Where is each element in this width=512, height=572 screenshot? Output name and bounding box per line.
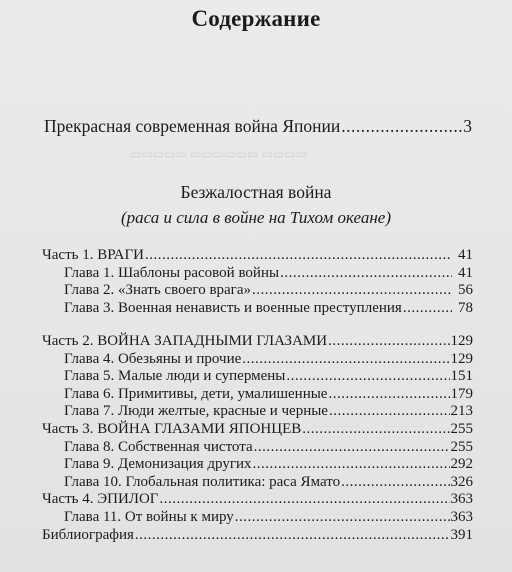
book-subtitle: (раса и сила в войне на Тихом океане) bbox=[121, 208, 391, 227]
intro-entry bbox=[44, 116, 472, 137]
leader-dots bbox=[341, 474, 449, 492]
toc-part-entry bbox=[42, 333, 473, 351]
book-title: Безжалостная война bbox=[180, 182, 332, 202]
chapter-label: Глава 3. Военная ненависть и военные преступления bbox=[64, 299, 402, 316]
leader-dots bbox=[254, 439, 450, 457]
toc-chapter-entry bbox=[42, 368, 473, 386]
part-label: Часть 2. ВОЙНА ЗАПАДНЫМИ ГЛАЗАМИ bbox=[42, 333, 328, 349]
leader-dots bbox=[302, 421, 449, 439]
bibliography-label: Библиография bbox=[42, 526, 134, 543]
toc-chapter-entry bbox=[42, 386, 473, 404]
toc-chapter-entry bbox=[42, 351, 473, 369]
leader-dots bbox=[328, 333, 449, 351]
leader-dots bbox=[159, 491, 449, 509]
chapter-page: 179 bbox=[450, 385, 473, 402]
chapter-label: Глава 5. Малые люди и супермены bbox=[64, 368, 286, 385]
leader-dots bbox=[403, 300, 452, 318]
chapter-label: Глава 8. Собственная чистота bbox=[64, 438, 253, 455]
toc-chapter-entry bbox=[42, 439, 473, 457]
chapter-page: 151 bbox=[450, 368, 473, 385]
part-page: 255 bbox=[450, 420, 473, 437]
chapter-label: Глава 11. От войны к миру bbox=[64, 508, 234, 525]
toc-chapter-entry bbox=[42, 300, 473, 318]
bibliography-page: 391 bbox=[450, 526, 473, 543]
leader-dots bbox=[328, 386, 449, 404]
toc-chapter-entry bbox=[42, 474, 473, 492]
chapter-page: 326 bbox=[450, 473, 473, 490]
toc-block-2 bbox=[42, 333, 473, 544]
part-page: 129 bbox=[450, 333, 473, 349]
toc-chapter-entry bbox=[42, 509, 473, 527]
part-page: 41 bbox=[458, 247, 473, 263]
leader-dots bbox=[135, 527, 450, 545]
chapter-page: 213 bbox=[450, 403, 473, 420]
toc-chapter-entry bbox=[42, 403, 473, 421]
leader-dots bbox=[145, 247, 452, 265]
part-label: Часть 3. ВОЙНА ГЛАЗАМИ ЯПОНЦЕВ bbox=[42, 420, 302, 437]
toc-part-entry bbox=[42, 491, 473, 509]
chapter-label: Глава 10. Глобальная политика: раса Ямато bbox=[64, 473, 341, 490]
chapter-label: Глава 4. Обезьяны и прочие bbox=[64, 350, 242, 367]
toc-bibliography-entry bbox=[42, 527, 473, 545]
page-title: Содержание bbox=[191, 6, 321, 31]
chapter-page: 255 bbox=[450, 438, 473, 455]
leader-dots bbox=[280, 265, 452, 283]
chapter-page: 41 bbox=[458, 264, 473, 281]
chapter-page: 78 bbox=[458, 299, 473, 316]
chapter-page: 363 bbox=[450, 508, 473, 525]
intro-label: Прекрасная современная война Японии bbox=[44, 116, 341, 136]
leader-dots bbox=[253, 456, 450, 474]
toc-chapter-entry bbox=[42, 265, 473, 283]
leader-dots bbox=[329, 403, 450, 421]
chapter-page: 292 bbox=[450, 456, 473, 473]
toc-chapter-entry bbox=[42, 282, 473, 300]
intro-page: 3 bbox=[463, 116, 472, 136]
leader-dots bbox=[235, 509, 450, 527]
chapter-page: 56 bbox=[458, 282, 473, 299]
toc-part-entry bbox=[42, 247, 473, 265]
part-label: Часть 1. ВРАГИ bbox=[42, 247, 144, 263]
chapter-page: 129 bbox=[450, 350, 473, 367]
chapter-label: Глава 9. Демонизация других bbox=[64, 456, 252, 473]
chapter-label: Глава 1. Шаблоны расовой войны bbox=[64, 264, 280, 281]
bleed-through-text: ▭▭▭▭ ▭▭▭▭▭▭ ▭▭▭▭▭ bbox=[130, 147, 307, 161]
leader-dots bbox=[341, 116, 462, 137]
chapter-label: Глава 2. «Знать своего врага» bbox=[64, 282, 251, 299]
chapter-label: Глава 7. Люди желтые, красные и черные bbox=[64, 403, 328, 420]
chapter-label: Глава 6. Примитивы, дети, умалишенные bbox=[64, 385, 328, 402]
toc-block-1 bbox=[42, 247, 473, 317]
part-label: Часть 4. ЭПИЛОГ bbox=[42, 491, 159, 508]
toc-chapter-entry bbox=[42, 456, 473, 474]
toc-part-entry bbox=[42, 421, 473, 439]
leader-dots bbox=[286, 368, 449, 386]
leader-dots bbox=[252, 282, 452, 300]
part-page: 363 bbox=[450, 491, 473, 508]
leader-dots bbox=[242, 351, 449, 369]
